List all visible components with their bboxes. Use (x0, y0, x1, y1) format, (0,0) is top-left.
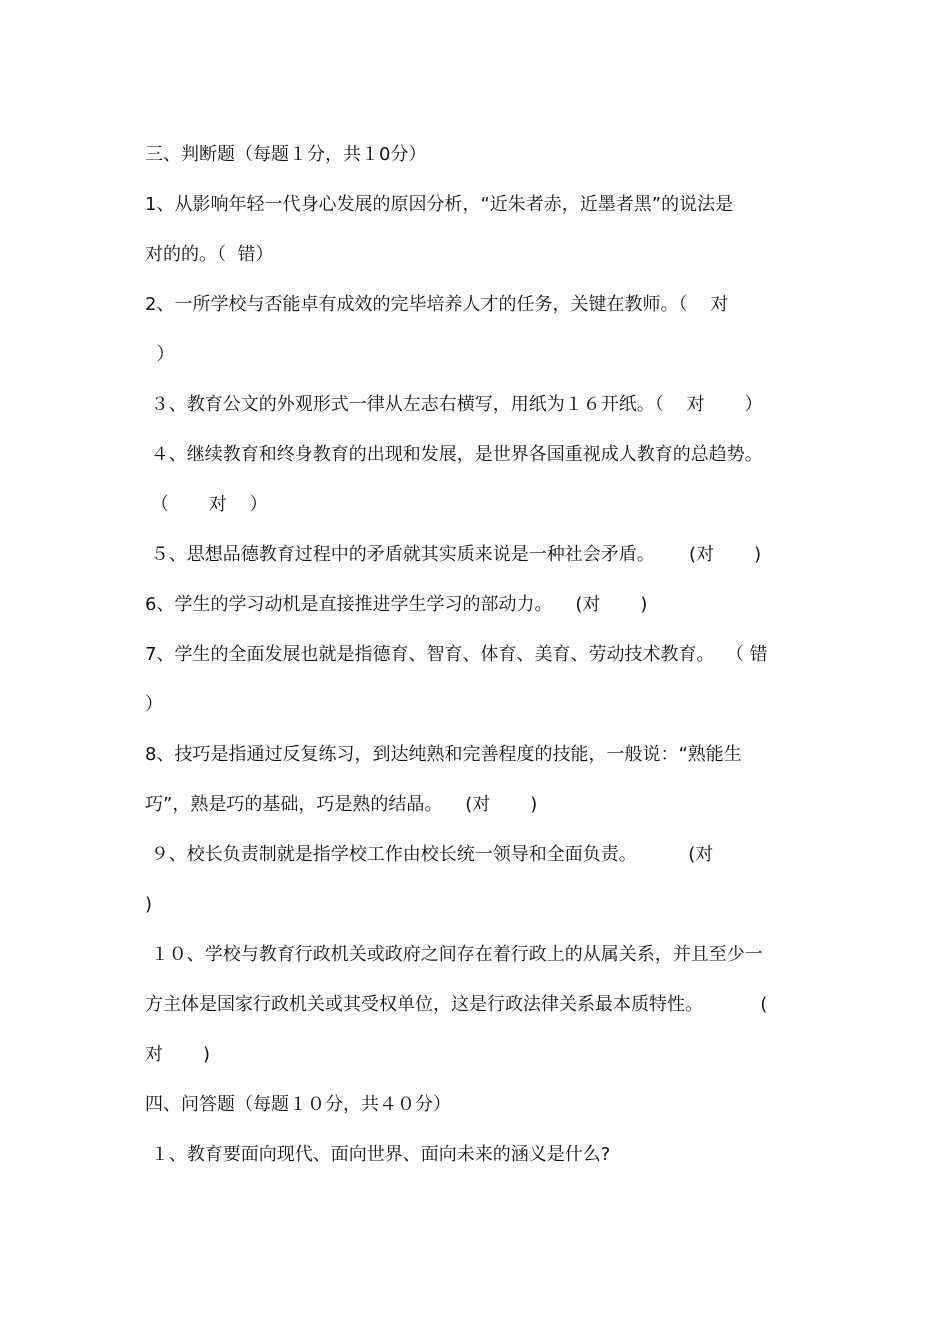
question-10-line-2: 方主体是国家行政机关或其受权单位，这是行政法律关系最本质特性。 ( (145, 994, 768, 1015)
section-heading-judgment: 三、判断题（每题１分，共１0分） (145, 144, 427, 165)
question-4-line-2: （ 对 ） (145, 494, 268, 515)
question-9-line-2: ) (145, 894, 153, 915)
question-7-line-2: ） (145, 694, 163, 715)
question-6: 6、学生的学习动机是直接推进学生学习的部动力。 (对 ) (145, 594, 648, 615)
question-3: ３、教育公文的外观形式一律从左志右横写，用纸为１６开纸。（ 对 ） (145, 394, 763, 415)
section-heading-qa: 四、问答题（每题１０分，共４０分） (145, 1094, 451, 1115)
question-8-line-1: 8、技巧是指通过反复练习，到达纯熟和完善程度的技能，一般说：“熟能生 (145, 744, 742, 765)
question-9-line-1: ９、校长负责制就是指学校工作由校长统一领导和全面负责。 (对 (145, 844, 714, 865)
question-10-line-1: １０、学校与教育行政机关或政府之间存在着行政上的从属关系，并且至少一 (145, 944, 763, 965)
question-2-line-1: 2、一所学校与否能卓有成效的完毕培养人才的任务，关键在教师。（ 对 (145, 294, 729, 315)
question-4-line-1: ４、继续教育和终身教育的出现和发展，是世界各国重视成人教育的总趋势。 (145, 444, 763, 465)
question-10-line-3: 对 ) (145, 1044, 211, 1065)
question-5: ５、思想品德教育过程中的矛盾就其实质来说是一种社会矛盾。 (对 ) (145, 544, 762, 565)
question-1-line-2: 对的的。（ 错） (145, 244, 274, 265)
question-7-line-1: 7、学生的全面发展也就是指德育、智育、体育、美育、劳动技术教育。 （ 错 (145, 644, 768, 665)
qa-question-1: １、教育要面向现代、面向世界、面向未来的涵义是什么? (145, 1144, 611, 1165)
question-1-line-1: 1、从影响年轻一代身心发展的原因分析，“近朱者赤，近墨者黑”的说法是 (145, 194, 734, 215)
document-body (145, 130, 810, 1180)
question-2-line-2: ） (145, 344, 175, 365)
question-8-line-2: 巧”，熟是巧的基础，巧是熟的结晶。 (对 ) (145, 794, 538, 815)
